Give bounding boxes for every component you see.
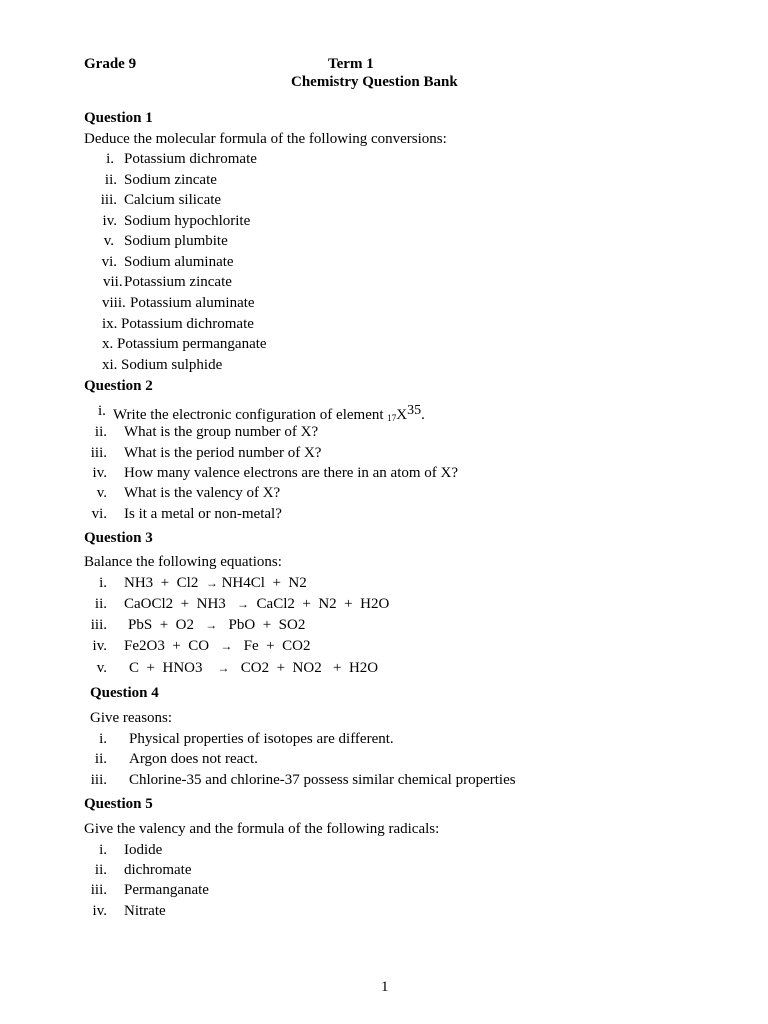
list-item-number: i.	[98, 403, 106, 419]
reaction-arrow-icon: →	[220, 639, 233, 653]
question-5-heading: Question 5	[84, 796, 153, 812]
question-2-heading: Question 2	[84, 378, 153, 394]
equation-number: iii.	[90, 617, 107, 633]
list-item: Sodium zincate	[124, 172, 217, 188]
list-item: dichromate	[124, 862, 192, 878]
list-item-number: iii.	[90, 882, 107, 898]
list-item: Potassium dichromate	[121, 316, 254, 332]
list-item-number: x.	[102, 336, 114, 352]
list-item-number: iii.	[90, 772, 107, 788]
list-item-number: iv.	[92, 903, 107, 919]
list-item: What is the group number of X?	[124, 424, 319, 440]
list-item: Permanganate	[124, 882, 209, 898]
equation-1: NH3 + Cl2 → NH4Cl + N2	[124, 575, 307, 591]
list-item: Potassium permanganate	[117, 336, 267, 352]
list-item: Nitrate	[124, 903, 166, 919]
list-item-number: i.	[99, 842, 107, 858]
list-item-number: xi.	[102, 357, 118, 373]
list-item-number: vi.	[91, 506, 107, 522]
list-item: Iodide	[124, 842, 163, 858]
equation-number: v.	[96, 660, 107, 676]
list-item-number: iii.	[100, 192, 117, 208]
question-4-intro: Give reasons:	[90, 710, 173, 726]
list-item-number: ii.	[94, 424, 107, 440]
question-4-heading: Question 4	[90, 685, 159, 701]
reaction-arrow-icon: →	[205, 618, 218, 632]
list-item-number: ii.	[104, 172, 117, 188]
list-item-number: i.	[99, 731, 107, 747]
list-item: Physical properties of isotopes are different.	[129, 731, 394, 747]
question-3-intro: Balance the following equations:	[84, 554, 282, 570]
list-item-number: ix.	[102, 316, 118, 332]
list-item: Is it a metal or non-metal?	[124, 506, 282, 522]
list-item: Sodium sulphide	[121, 357, 223, 373]
list-item: Potassium zincate	[124, 274, 232, 290]
list-item: Potassium dichromate	[124, 151, 257, 167]
equation-3: PbS + O2 → PbO + SO2	[128, 617, 306, 633]
list-item: Sodium plumbite	[124, 233, 228, 249]
question-5-intro: Give the valency and the formula of the following radicals:	[84, 821, 440, 837]
reaction-arrow-icon: →	[205, 576, 218, 590]
atomic-number: 17	[387, 413, 397, 423]
list-item: How many valence electrons are there in an atom of X?	[124, 465, 459, 481]
element-configuration-question: Write the electronic configuration of element $_{17}X^{35}$.	[113, 403, 425, 423]
term-label: Term 1	[328, 56, 374, 72]
list-item-number: iv.	[102, 213, 117, 229]
list-item-number: vii.	[103, 274, 123, 290]
reaction-arrow-icon: →	[217, 661, 230, 675]
list-item-number: iii.	[90, 445, 107, 461]
page-number: 1	[381, 979, 389, 995]
element-symbol: X	[396, 407, 408, 423]
list-item-number: v.	[96, 485, 107, 501]
list-item: Argon does not react.	[129, 751, 258, 767]
list-item: Sodium aluminate	[124, 254, 234, 270]
list-item-number: iv.	[92, 465, 107, 481]
question-1-heading: Question 1	[84, 110, 153, 126]
equation-4: Fe2O3 + CO → Fe + CO2	[124, 638, 311, 654]
list-item-number: ii.	[94, 751, 107, 767]
list-item-number: v.	[103, 233, 114, 249]
question-3-heading: Question 3	[84, 530, 153, 546]
reaction-arrow-icon: →	[237, 597, 250, 611]
list-item: Chlorine-35 and chlorine-37 possess similar chemical properties	[129, 772, 516, 788]
list-item: Potassium aluminate	[130, 295, 255, 311]
list-item: Sodium hypochlorite	[124, 213, 251, 229]
list-item-number: ii.	[94, 862, 107, 878]
equation-number: i.	[99, 575, 107, 591]
mass-number: 35	[407, 403, 422, 418]
list-item: What is the valency of X?	[124, 485, 281, 501]
list-item-number: i.	[106, 151, 114, 167]
list-item-number: viii.	[102, 295, 126, 311]
page-title: Chemistry Question Bank	[291, 74, 458, 90]
list-item: What is the period number of X?	[124, 445, 322, 461]
list-item-number: vi.	[101, 254, 117, 270]
question-1-intro: Deduce the molecular formula of the following conversions:	[84, 131, 447, 147]
list-item: Calcium silicate	[124, 192, 222, 208]
grade-label: Grade 9	[84, 56, 137, 72]
equation-5: C + HNO3 → CO2 + NO2 + H2O	[129, 660, 379, 676]
equation-number: iv.	[92, 638, 107, 654]
equation-number: ii.	[94, 596, 107, 612]
equation-2: CaOCl2 + NH3 → CaCl2 + N2 + H2O	[124, 596, 390, 612]
